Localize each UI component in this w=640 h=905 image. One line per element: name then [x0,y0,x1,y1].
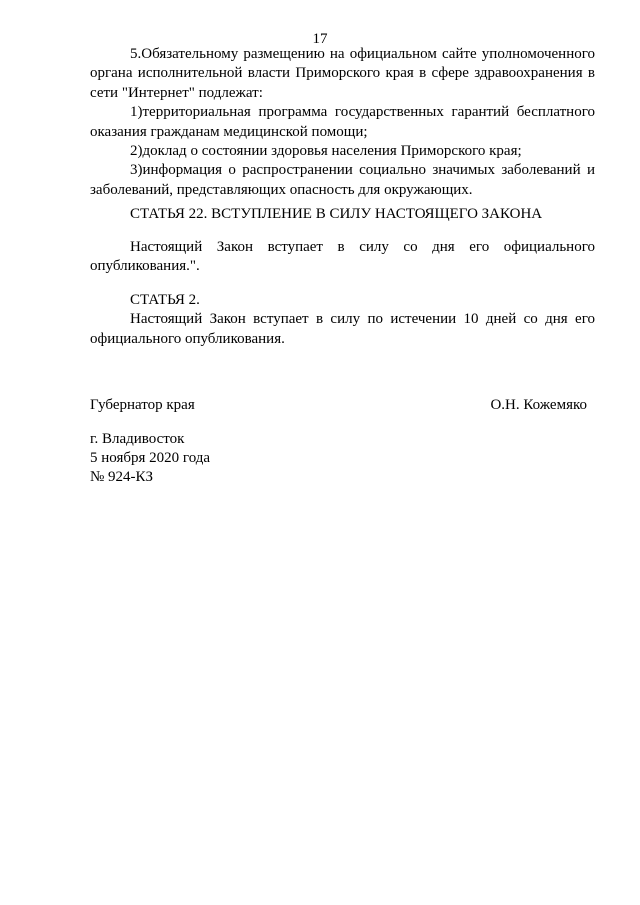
page-number: 17 [312,31,328,47]
footer-city: г. Владивосток [90,431,185,447]
document-footer [90,430,210,487]
section-5-item-1: 1)территориальная программа государственных гарантий бесплатного оказания гражданам медицинской помощи; [90,104,595,140]
footer-law-number: № 924-КЗ [90,469,154,485]
footer-date: 5 ноября 2020 года [90,450,211,466]
article-22-heading: СТАТЬЯ 22. ВСТУПЛЕНИЕ В СИЛУ НАСТОЯЩЕГО ЗАКОНА [130,206,543,222]
signatory-position: Губернатор края [90,397,195,413]
section-5-item-2: 2)доклад о состоянии здоровья населения Приморского края; [130,143,522,160]
signatory-name: О.Н. Кожемяко [490,397,587,413]
section-5-block [90,45,595,200]
article-2-block [90,291,595,349]
article-2-heading: СТАТЬЯ 2. [130,292,200,308]
section-5-item-3: 3)информация о распространении социально значимых заболеваний и заболеваний, представляющих опасность для окружающих. [90,162,595,198]
section-5-intro: 5.Обязательному размещению на официальном сайте уполномоченного органа исполнительной власти Приморского края в сфере здравоохранения в сети "Интернет" подлежат: [90,46,595,101]
article-22-text: Настоящий Закон вступает в силу со дня его официального опубликования.". [90,239,595,275]
article-22-block [90,238,595,277]
article-2-text: Настоящий Закон вступает в силу по истечении 10 дней со дня его официального опубликования. [90,311,595,347]
